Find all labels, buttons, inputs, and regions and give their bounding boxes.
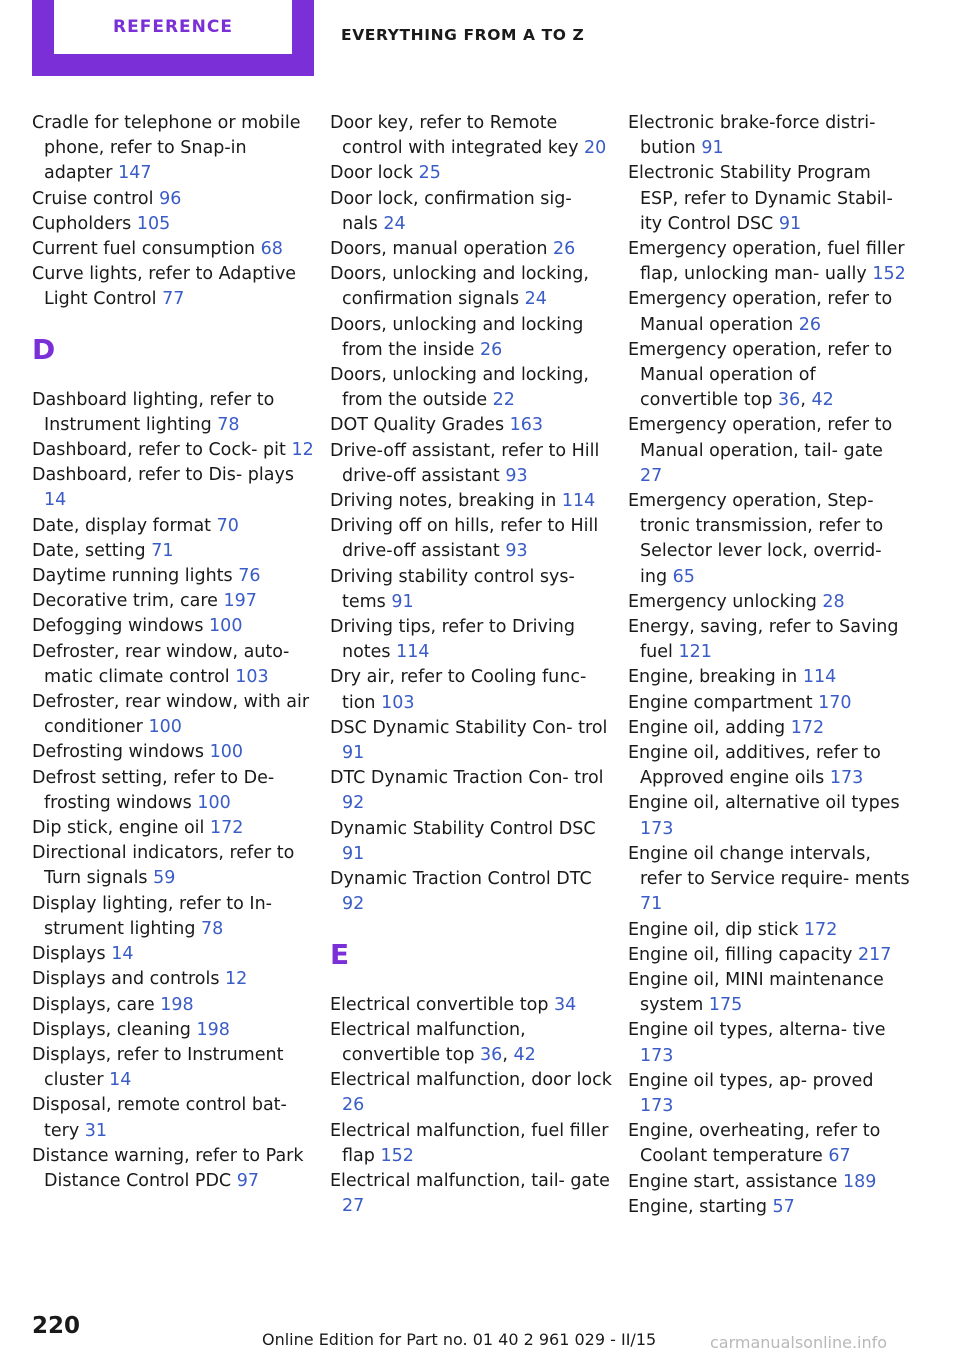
- index-term: Door lock: [330, 163, 413, 184]
- page-reference-link[interactable]: 27: [640, 465, 663, 486]
- index-term: Displays: [32, 944, 106, 965]
- page-reference-link[interactable]: 26: [342, 1095, 365, 1116]
- index-entry: [32, 690, 314, 740]
- index-term: Drive-off assistant, refer to Hill drive-off assistant: [330, 440, 600, 486]
- page-reference-link[interactable]: 189: [843, 1171, 877, 1192]
- index-entry: [628, 741, 910, 791]
- page-reference-link[interactable]: 67: [828, 1146, 851, 1167]
- page-reference-link[interactable]: 173: [640, 1095, 674, 1116]
- page-reference-link[interactable]: 36: [480, 1044, 503, 1065]
- index-entry: [32, 816, 314, 841]
- section-label: REFERENCE: [54, 0, 292, 54]
- page-reference-link[interactable]: 103: [381, 692, 415, 713]
- index-term: Daytime running lights: [32, 566, 233, 587]
- page-reference-link[interactable]: 152: [380, 1145, 414, 1166]
- index-entry: [32, 564, 314, 589]
- index-term: Emergency operation, refer to Manual operation of convertible top: [628, 339, 893, 411]
- page-reference-link[interactable]: 100: [197, 792, 231, 813]
- index-term: DOT Quality Grades: [330, 415, 505, 436]
- index-entry: [628, 968, 910, 1018]
- index-entry: [628, 943, 910, 968]
- index-term: Electrical convertible top: [330, 994, 549, 1015]
- page-separator: ,: [502, 1044, 508, 1065]
- page-reference-link[interactable]: 26: [553, 239, 576, 260]
- index-term: Energy, saving, refer to Saving fuel: [628, 617, 899, 663]
- page-reference-link[interactable]: 77: [162, 289, 185, 310]
- index-term: Defroster, rear window, auto‐ matic climate control: [32, 641, 290, 687]
- index-term: Engine oil, alternative oil types: [628, 793, 900, 814]
- index-term: Dashboard, refer to Dis‐ plays: [32, 465, 294, 486]
- index-entry: [32, 993, 314, 1018]
- index-term: Distance warning, refer to Park Distance Control PDC: [32, 1145, 304, 1191]
- index-entry: [628, 413, 910, 489]
- page-reference-link[interactable]: 36: [778, 390, 801, 411]
- index-term: Emergency operation, fuel filler flap, unlocking man‐ ually: [628, 239, 905, 285]
- index-entry: [330, 716, 612, 766]
- index-term: Engine oil, MINI maintenance system: [628, 969, 884, 1016]
- page-reference-link[interactable]: 163: [509, 415, 544, 436]
- index-entry: [628, 111, 910, 161]
- page-reference-link[interactable]: 12: [225, 969, 248, 990]
- index-term: Driving notes, breaking in: [330, 491, 557, 512]
- page-reference-link[interactable]: 26: [798, 314, 822, 335]
- index-entry: [32, 640, 314, 690]
- section-letter: D: [32, 332, 56, 366]
- index-term: Display lighting, refer to In‐ strument lighting: [32, 893, 273, 939]
- page-reference-link[interactable]: 28: [822, 591, 845, 612]
- index-entry: [628, 615, 910, 665]
- index-term: Electrical malfunction, door lock: [330, 1070, 612, 1091]
- index-term: Displays, care: [32, 994, 155, 1015]
- index-term: Electronic Stability Program ESP, refer to Dynamic Stabil‐ ity Control DSC: [628, 163, 893, 234]
- index-term: Electrical malfunction, fuel filler flap: [330, 1120, 609, 1166]
- index-entry: [330, 363, 612, 413]
- index-term: Doors, unlocking and locking, confirmation signals: [330, 264, 589, 310]
- index-term: Engine oil, additives, refer to Approved engine oils: [628, 743, 881, 789]
- watermark: carmanualsonline.info: [710, 1333, 888, 1352]
- page-reference-link[interactable]: 14: [109, 1070, 132, 1091]
- page-reference-link[interactable]: 91: [342, 843, 365, 864]
- index-term: Directional indicators, refer to Turn signals: [32, 843, 295, 889]
- index-term: Defogging windows: [32, 616, 204, 637]
- index-entry: [330, 766, 612, 816]
- index-term: Cupholders: [32, 213, 132, 234]
- index-term: Dashboard lighting, refer to Instrument lighting: [32, 389, 275, 435]
- page-reference-link[interactable]: 173: [640, 1045, 674, 1066]
- index-term: Date, setting: [32, 540, 146, 561]
- index-entry: [628, 691, 910, 716]
- index-entry: [330, 1119, 612, 1169]
- page-reference-link[interactable]: 100: [148, 717, 182, 738]
- index-term: Driving off on hills, refer to Hill drive-off assistant: [330, 516, 599, 562]
- index-term: Date, display format: [32, 515, 212, 536]
- index-entry: [628, 161, 910, 237]
- index-term: Engine oil change intervals, refer to Service require‐ ments: [628, 843, 910, 890]
- page-reference-link[interactable]: 175: [708, 995, 743, 1016]
- page-reference-link[interactable]: 65: [672, 566, 695, 587]
- index-entry: [628, 1195, 910, 1220]
- index-term: Dynamic Traction Control DTC: [330, 869, 592, 890]
- index-term: Emergency operation, refer to Manual operation: [628, 289, 893, 335]
- index-entry: [330, 615, 612, 665]
- index-entry: [628, 489, 910, 590]
- page-reference-link[interactable]: 31: [84, 1120, 108, 1141]
- page-reference-link[interactable]: 114: [561, 491, 596, 512]
- index-column-3: [628, 111, 910, 1220]
- index-term: DSC Dynamic Stability Con‐ trol: [330, 717, 608, 738]
- page-reference-link[interactable]: 24: [383, 213, 406, 234]
- page-reference-link[interactable]: 70: [216, 515, 239, 536]
- page-reference-link[interactable]: 27: [342, 1196, 365, 1217]
- index-term: Dynamic Stability Control DSC: [330, 818, 596, 839]
- index-entry: [330, 1169, 612, 1219]
- index-entry: [330, 867, 612, 917]
- header-subtitle: EVERYTHING FROM A TO Z: [341, 26, 585, 44]
- index-entry: [32, 262, 314, 312]
- index-entry: [628, 1170, 910, 1195]
- index-entry: [330, 262, 612, 312]
- index-entry: [32, 1144, 314, 1194]
- page-number: 220: [32, 1313, 81, 1339]
- page-reference-link[interactable]: 170: [818, 692, 852, 713]
- index-term: Defrost setting, refer to De‐ frosting windows: [32, 767, 275, 813]
- page-reference-link[interactable]: 91: [391, 591, 414, 612]
- index-term: Defrosting windows: [32, 742, 205, 763]
- page-reference-link[interactable]: 172: [803, 919, 838, 940]
- index-entry: [32, 589, 314, 614]
- index-term: Cradle for telephone or mobile phone, refer to Snap-in adapter: [32, 113, 301, 184]
- index-term: Electrical malfunction, convertible top: [330, 1019, 526, 1065]
- index-entry: [330, 565, 612, 615]
- index-term: Engine, overheating, refer to Coolant temperature: [628, 1121, 881, 1167]
- index-entry: [330, 111, 612, 161]
- index-entry: [330, 817, 612, 867]
- index-entry: [32, 1093, 314, 1143]
- index-entry: [32, 187, 314, 212]
- index-term: Displays and controls: [32, 969, 220, 990]
- page-reference-link[interactable]: 114: [396, 642, 430, 663]
- index-entry: [330, 1068, 612, 1118]
- page-reference-link[interactable]: 97: [236, 1170, 260, 1191]
- index-term: DTC Dynamic Traction Con‐ trol: [330, 768, 604, 789]
- page-reference-link[interactable]: 92: [342, 793, 365, 814]
- index-term: Doors, unlocking and locking from the inside: [330, 314, 584, 360]
- index-entry: [32, 514, 314, 539]
- index-entry: [32, 212, 314, 237]
- index-entry: [330, 514, 612, 564]
- index-term: Driving tips, refer to Driving notes: [330, 617, 575, 663]
- index-column-1: [32, 111, 314, 1194]
- index-term: Engine start, assistance: [628, 1171, 838, 1192]
- page-reference-link[interactable]: 91: [778, 213, 802, 234]
- page-reference-link[interactable]: 12: [291, 440, 314, 461]
- index-term: Door lock, confirmation sig‐ nals: [330, 188, 572, 234]
- page-reference-link[interactable]: 59: [153, 868, 176, 889]
- page-reference-link[interactable]: 217: [857, 944, 892, 965]
- index-term: Doors, manual operation: [330, 239, 548, 260]
- index-entry: [628, 338, 910, 414]
- page-reference-link[interactable]: 20: [584, 138, 607, 159]
- index-term: Emergency unlocking: [628, 591, 817, 612]
- page-reference-link[interactable]: 42: [513, 1044, 536, 1065]
- page-reference-link[interactable]: 172: [790, 717, 825, 738]
- index-term: Engine, breaking in: [628, 667, 798, 688]
- section-letter: E: [330, 937, 350, 971]
- page-reference-link[interactable]: 24: [524, 289, 547, 310]
- index-entry: [330, 489, 612, 514]
- page-reference-link[interactable]: 91: [701, 138, 724, 159]
- index-entry: [628, 590, 910, 615]
- index-term: Dry air, refer to Cooling func‐ tion: [330, 667, 587, 713]
- index-term: Current fuel consumption: [32, 239, 256, 260]
- index-entry: [32, 1018, 314, 1043]
- index-entry: [628, 665, 910, 690]
- index-term: Electronic brake-force distri‐ bution: [628, 113, 876, 159]
- index-entry: [32, 892, 314, 942]
- page-reference-link[interactable]: 26: [479, 339, 503, 360]
- page-reference-link[interactable]: 34: [554, 994, 577, 1015]
- page-reference-link[interactable]: 92: [342, 894, 365, 915]
- page-separator: ,: [800, 390, 806, 411]
- index-term: Emergency operation, refer to Manual operation, tail‐ gate: [628, 415, 893, 461]
- index-entry: [32, 942, 314, 967]
- index-entry: [330, 665, 612, 715]
- index-entry: [330, 313, 612, 363]
- index-entry: [32, 438, 314, 463]
- index-entry: [628, 1069, 910, 1119]
- page-reference-link[interactable]: 22: [492, 390, 515, 411]
- index-entry: [628, 716, 910, 741]
- index-entry: [330, 993, 612, 1018]
- page-reference-link[interactable]: 103: [235, 666, 269, 687]
- index-entry: [330, 1018, 612, 1068]
- index-term: Dashboard, refer to Cock‐ pit: [32, 440, 286, 461]
- index-term: Engine, starting: [628, 1196, 767, 1217]
- index-entry: [330, 237, 612, 262]
- page-reference-link[interactable]: 14: [111, 944, 134, 965]
- page-reference-link[interactable]: 93: [505, 541, 528, 562]
- page-reference-link[interactable]: 114: [802, 667, 837, 688]
- index-term: Engine oil, adding: [628, 717, 786, 738]
- index-term: Engine oil types, alterna‐ tive: [628, 1020, 886, 1041]
- index-term: Curve lights, refer to Adaptive Light Control: [32, 264, 297, 310]
- page-reference-link[interactable]: 105: [136, 213, 171, 234]
- index-term: Disposal, remote control bat‐ tery: [32, 1095, 287, 1141]
- page-reference-link[interactable]: 71: [151, 540, 174, 561]
- page-reference-link[interactable]: 78: [217, 414, 240, 435]
- index-entry: [628, 1018, 910, 1068]
- index-entry: [32, 614, 314, 639]
- page-reference-link[interactable]: 147: [118, 163, 152, 184]
- index-entry: [628, 842, 910, 918]
- page-reference-link[interactable]: 25: [418, 163, 441, 184]
- index-term: Driving stability control sys‐ tems: [330, 566, 575, 612]
- index-entry: [628, 287, 910, 337]
- page-reference-link[interactable]: 57: [772, 1196, 795, 1217]
- index-term: Engine oil, filling capacity: [628, 944, 853, 965]
- index-entry: [32, 111, 314, 187]
- index-column-2: [330, 111, 612, 1219]
- index-entry: [32, 539, 314, 564]
- page-reference-link[interactable]: 78: [201, 918, 224, 939]
- index-entry: [628, 918, 910, 943]
- index-entry: [32, 388, 314, 438]
- page-reference-link[interactable]: 100: [209, 742, 244, 763]
- page-reference-link[interactable]: 152: [872, 264, 906, 285]
- index-term: Engine compartment: [628, 692, 813, 713]
- page-reference-link[interactable]: 76: [238, 566, 261, 587]
- page-reference-link[interactable]: 198: [196, 1019, 230, 1040]
- index-entry: [330, 439, 612, 489]
- index-term: Displays, cleaning: [32, 1019, 191, 1040]
- page-reference-link[interactable]: 197: [223, 591, 257, 612]
- index-entry: [32, 237, 314, 262]
- page-reference-link[interactable]: 100: [209, 616, 243, 637]
- index-term: Engine oil types, ap‐ proved: [628, 1070, 874, 1091]
- index-entry: [628, 1119, 910, 1169]
- index-term: Dip stick, engine oil: [32, 818, 205, 839]
- index-term: Emergency operation, Step‐ tronic transmission, refer to Selector lever lock, overrid‐ ing: [628, 491, 884, 587]
- index-entry: [32, 740, 314, 765]
- index-entry: [628, 237, 910, 287]
- index-entry: [32, 967, 314, 992]
- index-term: Door key, refer to Remote control with integrated key: [330, 113, 579, 159]
- index-entry: [32, 463, 314, 513]
- page-reference-link[interactable]: 93: [505, 465, 528, 486]
- index-term: Electrical malfunction, tail‐ gate: [330, 1170, 610, 1191]
- page-reference-link[interactable]: 42: [811, 390, 834, 411]
- index-entry: [32, 1043, 314, 1093]
- index-entry: [32, 841, 314, 891]
- index-term: Displays, refer to Instrument cluster: [32, 1044, 284, 1091]
- index-term: Doors, unlocking and locking, from the outside: [330, 365, 589, 411]
- page-reference-link[interactable]: 173: [640, 818, 674, 839]
- index-entry: [330, 413, 612, 438]
- page-reference-link[interactable]: 121: [678, 642, 712, 663]
- page-reference-link[interactable]: 96: [159, 188, 182, 209]
- page-reference-link[interactable]: 173: [829, 768, 864, 789]
- index-term: Cruise control: [32, 188, 154, 209]
- page-reference-link[interactable]: 14: [44, 490, 67, 511]
- index-entry: [330, 161, 612, 186]
- index-term: Defroster, rear window, with air conditioner: [32, 692, 310, 738]
- page-reference-link[interactable]: 91: [342, 743, 365, 764]
- index-entry: [628, 791, 910, 841]
- page-reference-link[interactable]: 68: [260, 239, 283, 260]
- edition-footer: Online Edition for Part no. 01 40 2 961 029 - II/15: [262, 1330, 657, 1349]
- index-entry: [32, 766, 314, 816]
- page-reference-link[interactable]: 172: [210, 818, 244, 839]
- header-tab: [32, 0, 314, 76]
- index-entry: [330, 187, 612, 237]
- page-reference-link[interactable]: 71: [640, 894, 663, 915]
- index-term: Decorative trim, care: [32, 591, 218, 612]
- page-reference-link[interactable]: 198: [160, 994, 194, 1015]
- index-term: Engine oil, dip stick: [628, 919, 799, 940]
